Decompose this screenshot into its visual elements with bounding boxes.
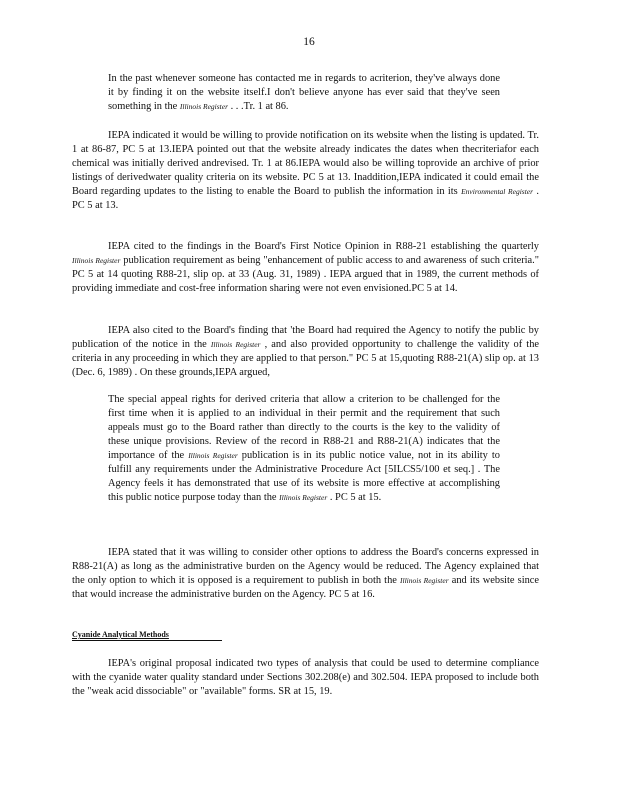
text: IEPA indicated it would be willing to provide notification on its website when the listing is updated. Tr. 1 at 86-87, PC 5 at 13.IEPA pointed out that the website already indicates the dates when thecriteriafor each chemical was initially derived andrevised. Tr. 1 at 86.IEPA would also be willing toprovide an archive of prior listings of derivedwater quality criteria on its website. PC 5 at 13. Inaddition,IEPA indicated it could email the Board regarding updates to the listing to enable the Board to publish the information in its (72, 130, 539, 197)
italic-citation: Illinois Register (279, 493, 328, 502)
text: . PC 5 at 13. (72, 186, 539, 211)
page-number: 16 (303, 36, 315, 48)
text: The special appeal rights for derived criteria that allow a criterion to be challenged for the first time when it is applied to an individual in their permit and the requirement that such appeals must go to the Board rather than directly to the courts is the key to the validity of these unique provisions. Review of the record in R88-21 and R88-21(A) indicates that the importance of the (108, 394, 500, 461)
italic-citation: Illinois Register (188, 451, 238, 460)
text: publication is in its public notice value, not in its ability to fulfill any requirements under the Administrative Procedure Act [5ILCS5/100 et seq.] . The Agency feels it has demonstrated that use of its website is more effective at accomplishing this public notice purpose today than the (108, 450, 500, 503)
intro-quote (108, 72, 500, 114)
text: IEPA's original proposal indicated two types of analysis that could be used to determine compliance with the cyanide water quality standard under Sections 302.208(e) and 302.504. IEPA proposed to include both the "weak acid dissociable" or "available" forms. SR at 15, 19. (72, 658, 539, 697)
paragraph (72, 324, 539, 380)
text: IEPA stated that it was willing to consider other options to address the Board's concerns expressed in R88-21(A) as long as the administrative burden on the Agency would be reduced. The Agency explained that the only option to which it is opposed is a requirement to publish in both the (72, 547, 539, 586)
text: . PC 5 at 15. (327, 492, 382, 503)
paragraph (72, 129, 539, 213)
block-quote (108, 393, 500, 505)
text: publication requirement as being "enhancement of public access to and awareness of such criteria." PC 5 at 14 quoting R88-21, slip op. at 33 (Aug. 31, 1989) . IEPA argued that in 1989, the current methods of providing immediate and cost-free information sharing were not even envisioned.PC 5 at 14. (72, 255, 539, 294)
italic-citation: Illinois Register (179, 102, 228, 111)
text: IEPA also cited to the Board's finding that 'the Board had required the Agency to notify the public by publication of the notice in the (72, 325, 539, 350)
italic-citation: Illinois Register (72, 256, 121, 265)
paragraph (72, 657, 539, 699)
text: IEPA cited to the findings in the Board's First Notice Opinion in R88-21 establishing the quarterly (108, 241, 539, 252)
italic-citation: Illinois Register (400, 576, 449, 585)
italic-citation: Environmental Register (461, 187, 534, 196)
paragraph (72, 240, 539, 296)
italic-citation: Illinois Register (210, 340, 261, 349)
text: In the past whenever someone has contacted me in regards to acriterion, they've always done it by finding it on the website itself.I don't believe anyone has ever said that they've seen something in the (108, 73, 500, 112)
text: and its website since that would increase the administrative burden on the Agency. PC 5 at 16. (72, 575, 539, 600)
section-heading: Cyanide Analytical Methods (72, 630, 222, 641)
text: , and also provided opportunity to challenge the validity of the criteria in any proceeding in which they are applied to that person." PC 5 at 15,quoting R88-21(A) slip op. at 13 (Dec. 6, 1989) . On these grounds,IEPA argued, (72, 339, 539, 378)
paragraph (72, 546, 539, 602)
text: . . .Tr. 1 at 86. (228, 101, 289, 112)
